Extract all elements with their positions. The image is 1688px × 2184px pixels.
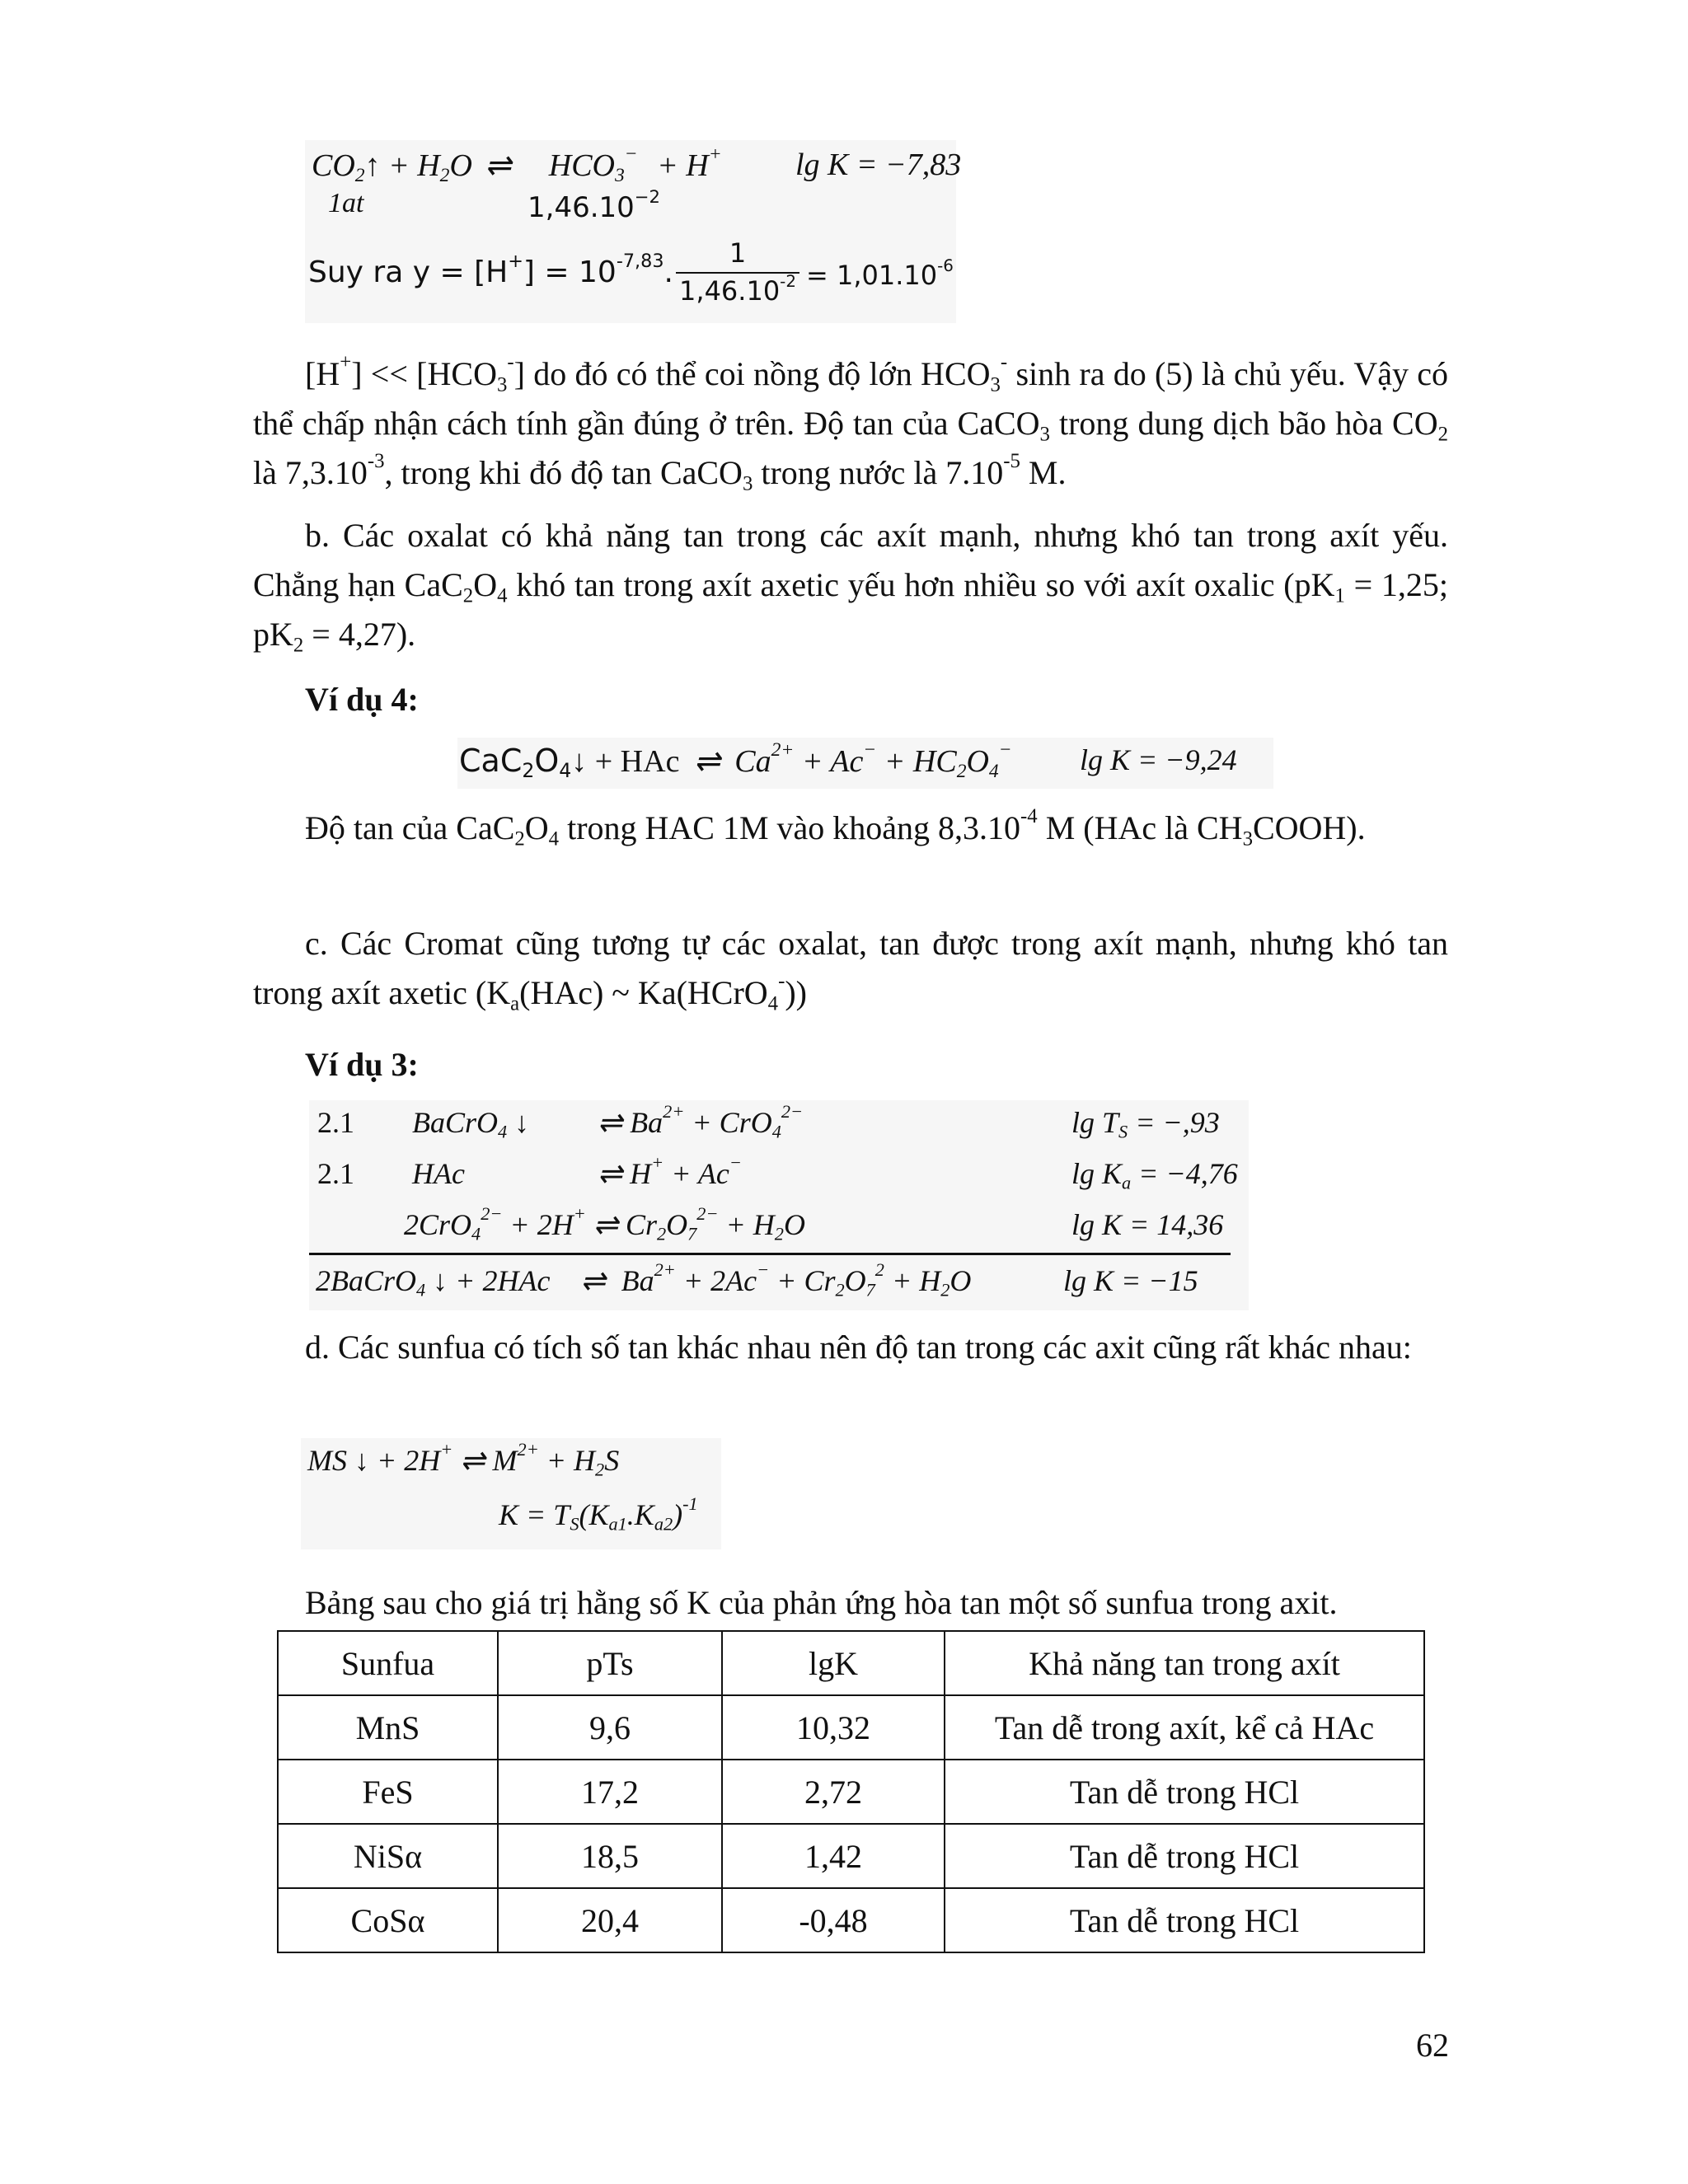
table-cell: 2,72 [722,1760,945,1824]
equation-vd3-row-1: 2.1 [317,1106,354,1139]
equation-ms-image [301,1438,721,1549]
table-row [278,1695,1424,1760]
heading-vi-du-3: Ví dụ 3: [305,1046,419,1083]
sulfide-table [277,1630,1425,1953]
equation-vd4-image [457,738,1273,789]
equation-suy-ra: Suy ra $y = [H^+] = 10^{-7,83}$. [308,251,673,289]
equation-vd3-row-1-product: ⇌ $Ba^{2+} + CrO_4^{2-}$ [598,1101,804,1142]
table-cell: FeS [278,1760,498,1824]
paragraph-sunfua: d. Các sunfua có tích số tan khác nhau nên độ tan trong các axit cũng rất khác nhau: [305,1329,1412,1366]
table-cell: 1,42 [722,1824,945,1888]
paragraph-oxalat: b. Các oxalat có khả năng tan trong các axít mạnh, nhưng khó tan trong axít yếu. Chẳng hạn $CaC_2O_4$ khó tan trong axít axetic yếu hơn nhiều so với axít oxalic ($pK_1 = 1,25$; $pK_2 = 4,27$). [253,517,1449,657]
paragraph-do-tan: Độ tan của $CaC_2O_4$ trong HAC 1M vào khoảng $8,3.10^{-4}$ M (HAc là $CH_3COOH$). [305,805,1366,851]
table-cell: 9,6 [498,1695,722,1760]
equation-vd3-sum: 2BaCrO$_4$ ↓ + 2HAc ⇌ $Ba^{2+} + 2Ac^- + Cr_2O_7^2 + H_2O$ [316,1259,972,1301]
equation-suy-ra-result: = $1,01.10^{-6}$ [806,256,954,291]
equation-ms: MS ↓ + 2H+ ⇌ $M^{2+} + H_2S$ [307,1439,620,1480]
equation-vd3-row-1-k: $\lg T_S = -,93$ [1071,1106,1220,1142]
page-number: 62 [1416,2027,1449,2064]
equation-vd3-row-2-reactant: HAc [412,1157,465,1190]
equation-vd4-lgk: lg K = −9,24 [1080,743,1237,776]
equation-co2-concentration: $1,46.10^{-2}$ [528,186,660,224]
paragraph-approximation: $[H^+] << [HCO_3^-]$ do đó có thể coi nồng độ lớn $HCO_3^-$ sinh ra do (5) là chủ yếu. Vậy có thể chấp nhận cách tính gần đúng ở trên. Độ tan của CaCO$_3$ trong dung dịch bão hòa $CO_2$ là $7,3.10^{-3}$, trong khi đó độ tan CaCO$_3$ trong nước là $7.10^{-5}$ M. [253,351,1448,495]
table-header-cell: Sunfua [278,1631,498,1695]
equation-vd3-row-1-reactant: BaCrO$_4$ ↓ [412,1106,530,1142]
heading-vi-du-4: Ví dụ 4: [305,681,419,718]
table-cell: NiSα [278,1824,498,1888]
equation-vd3-row-2-product: ⇌ H+ + Ac− [598,1152,742,1190]
equation-vd3-row-2: 2.1 [317,1157,354,1190]
equation-co2: $CO_2↑ + H_2O$ ⇌ $HCO_3^- + H^+$ [312,143,722,187]
equation-vd3-row-2-k: $\lg K_a = -4,76$ [1071,1157,1238,1193]
equation-vd3-row-3-k: lg K = 14,36 [1071,1208,1224,1241]
equation-vd3-divider [309,1253,1231,1255]
table-header-cell: Khả năng tan trong axít [945,1631,1424,1695]
table-header-cell: lgK [722,1631,945,1695]
equation-co2-lgk: lg K = −7,83 [795,148,962,182]
equation-vd3-image [309,1100,1249,1310]
table-cell: -0,48 [722,1888,945,1952]
table-row [278,1824,1424,1888]
paragraph-table-intro: Bảng sau cho giá trị hằng số K của phản ứng hòa tan một số sunfua trong axit. [305,1584,1338,1621]
table-row [278,1760,1424,1824]
table-cell: 10,32 [722,1695,945,1760]
table-cell: Tan dễ trong HCl [945,1888,1424,1952]
table-cell: 18,5 [498,1824,722,1888]
table-cell: CoSα [278,1888,498,1952]
equation-vd4: $CaC_2O_4↓$ + HAc ⇌ $Ca^{2+} + Ac^- + HC_2O_4^-$ [459,739,1012,783]
equation-ms-k: $K = T_S(K_{a1}.K_{a2})^{-1}$ [499,1493,698,1535]
equation-co2-pressure: 1at [328,188,364,218]
table-header-cell: pTs [498,1631,722,1695]
table-cell: Tan dễ trong HCl [945,1760,1424,1824]
table-cell: Tan dễ trong axít, kể cả HAc [945,1695,1424,1760]
paragraph-cromat: c. Các Cromat cũng tương tự các oxalat, tan được trong axít mạnh, nhưng khó tan trong axít axetic ($K_a(HAc)$ ~ Ka(HCrO$_4$-)) [253,925,1448,1015]
equation-suy-ra-fraction: 1 $1,46.10^{-2}$ [676,237,799,307]
equation-co2-image [305,140,962,323]
table-cell: Tan dễ trong HCl [945,1824,1424,1888]
table-cell: 20,4 [498,1888,722,1952]
equation-vd3-row-3: 2CrO$_4^{2-}$ + 2H+ ⇌ $Cr_2O_7^{2-} + H_2O$ [404,1203,805,1244]
table-cell: 17,2 [498,1760,722,1824]
equation-vd3-sum-k: lg K = −15 [1063,1264,1198,1297]
table-row [278,1888,1424,1952]
table-cell: MnS [278,1695,498,1760]
table-header-row [278,1631,1424,1695]
